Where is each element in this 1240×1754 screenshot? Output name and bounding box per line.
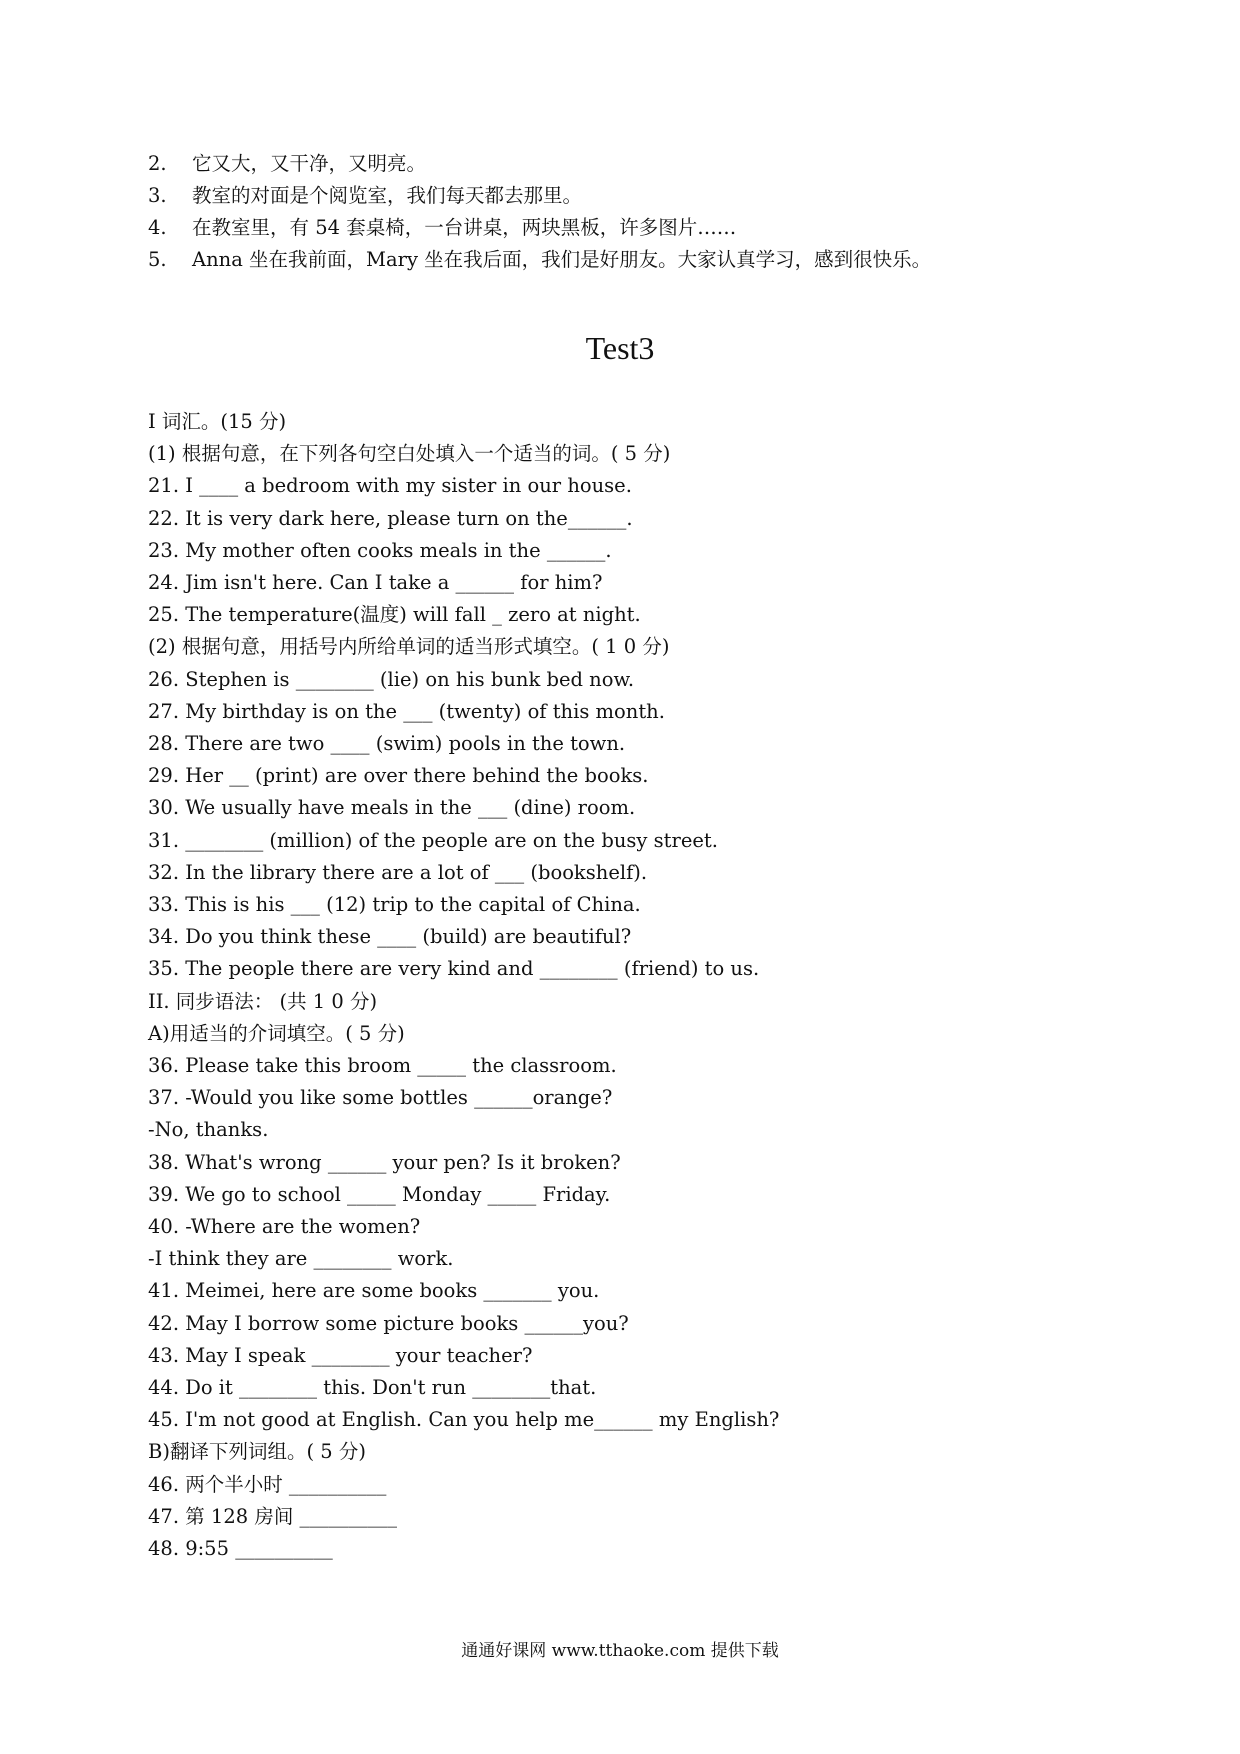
sentence-number: 5. (148, 248, 167, 271)
sentence-text: 教室的对面是个阅览室，我们每天都去那里。 (192, 184, 583, 207)
exercise-line: 24. Jim isn't here. Can I take a ______ for him? (148, 571, 603, 594)
exercise-line: (2) 根据句意，用括号内所给单词的适当形式填空。( 1 0 分) (148, 635, 670, 658)
exercise-line: 38. What's wrong ______ your pen? Is it broken? (148, 1151, 621, 1174)
chinese-sentence (148, 218, 736, 238)
exercise-line: 37. -Would you like some bottles ______orange? (148, 1086, 613, 1109)
exercise-line: (1) 根据句意，在下列各句空白处填入一个适当的词。( 5 分) (148, 442, 671, 465)
exercise-line: 32. In the library there are a lot of ___ (bookshelf). (148, 861, 648, 884)
sentence-number: 3. (148, 184, 167, 207)
exercise-line: I 词汇。(15 分) (148, 410, 287, 433)
exercise-line: II. 同步语法： (共 1 0 分) (148, 990, 378, 1013)
exercise-line: 44. Do it ________ this. Don't run ________that. (148, 1376, 597, 1399)
exercise-line: 42. May I borrow some picture books ______you? (148, 1312, 629, 1335)
sentence-number: 2. (148, 152, 167, 175)
sentence-number: 4. (148, 216, 167, 239)
exercise-line: 30. We usually have meals in the ___ (dine) room. (148, 796, 636, 819)
exercise-line: A)用适当的介词填空。( 5 分) (148, 1022, 405, 1045)
exercise-line: 35. The people there are very kind and ________ (friend) to us. (148, 957, 760, 980)
sentence-text: Anna 坐在我前面，Mary 坐在我后面，我们是好朋友。大家认真学习，感到很快乐。 (192, 248, 932, 271)
exercise-line: 43. May I speak ________ your teacher? (148, 1344, 533, 1367)
chinese-sentence (148, 154, 426, 174)
exercise-line: 22. It is very dark here, please turn on the______. (148, 507, 633, 530)
exercise-line: 34. Do you think these ____ (build) are beautiful? (148, 925, 632, 948)
sentence-text: 在教室里，有 54 套桌椅，一台讲桌，两块黑板，许多图片…… (192, 216, 737, 239)
exercise-line: 36. Please take this broom _____ the classroom. (148, 1054, 617, 1077)
exercise-line: 40. -Where are the women? (148, 1215, 421, 1238)
sentence-text: 它又大，又干净，又明亮。 (192, 152, 427, 175)
exercise-line: 39. We go to school _____ Monday _____ Friday. (148, 1183, 611, 1206)
chinese-sentence (148, 250, 931, 270)
footer-credit: 通通好课网 www.tthaoke.com 提供下载 (461, 1641, 779, 1661)
exercise-line: 33. This is his ___ (12) trip to the capital of China. (148, 893, 641, 916)
exercise-line: 23. My mother often cooks meals in the ______. (148, 539, 612, 562)
exercise-line: 48. 9:55 __________ (148, 1537, 333, 1560)
exercise-line: 29. Her __ (print) are over there behind the books. (148, 764, 649, 787)
page-title: Test3 (585, 330, 655, 366)
exercise-line: 25. The temperature(温度) will fall _ zero at night. (148, 603, 641, 626)
exercise-line: -No, thanks. (148, 1118, 269, 1141)
chinese-sentence (148, 186, 582, 206)
exercise-line: 45. I'm not good at English. Can you help me______ my English? (148, 1408, 780, 1431)
exercise-line: B)翻译下列词组。( 5 分) (148, 1440, 366, 1463)
exercise-line: -I think they are ________ work. (148, 1247, 454, 1270)
exercise-line: 28. There are two ____ (swim) pools in the town. (148, 732, 626, 755)
exercise-line: 27. My birthday is on the ___ (twenty) of this month. (148, 700, 665, 723)
exercise-line: 41. Meimei, here are some books _______ you. (148, 1279, 600, 1302)
exercise-line: 31. ________ (million) of the people are on the busy street. (148, 829, 718, 852)
exercise-line: 47. 第 128 房间 __________ (148, 1505, 398, 1528)
exercise-line: 26. Stephen is ________ (lie) on his bunk bed now. (148, 668, 635, 691)
exercise-line: 46. 两个半小时 __________ (148, 1473, 387, 1496)
exercise-line: 21. I ____ a bedroom with my sister in our house. (148, 474, 632, 497)
